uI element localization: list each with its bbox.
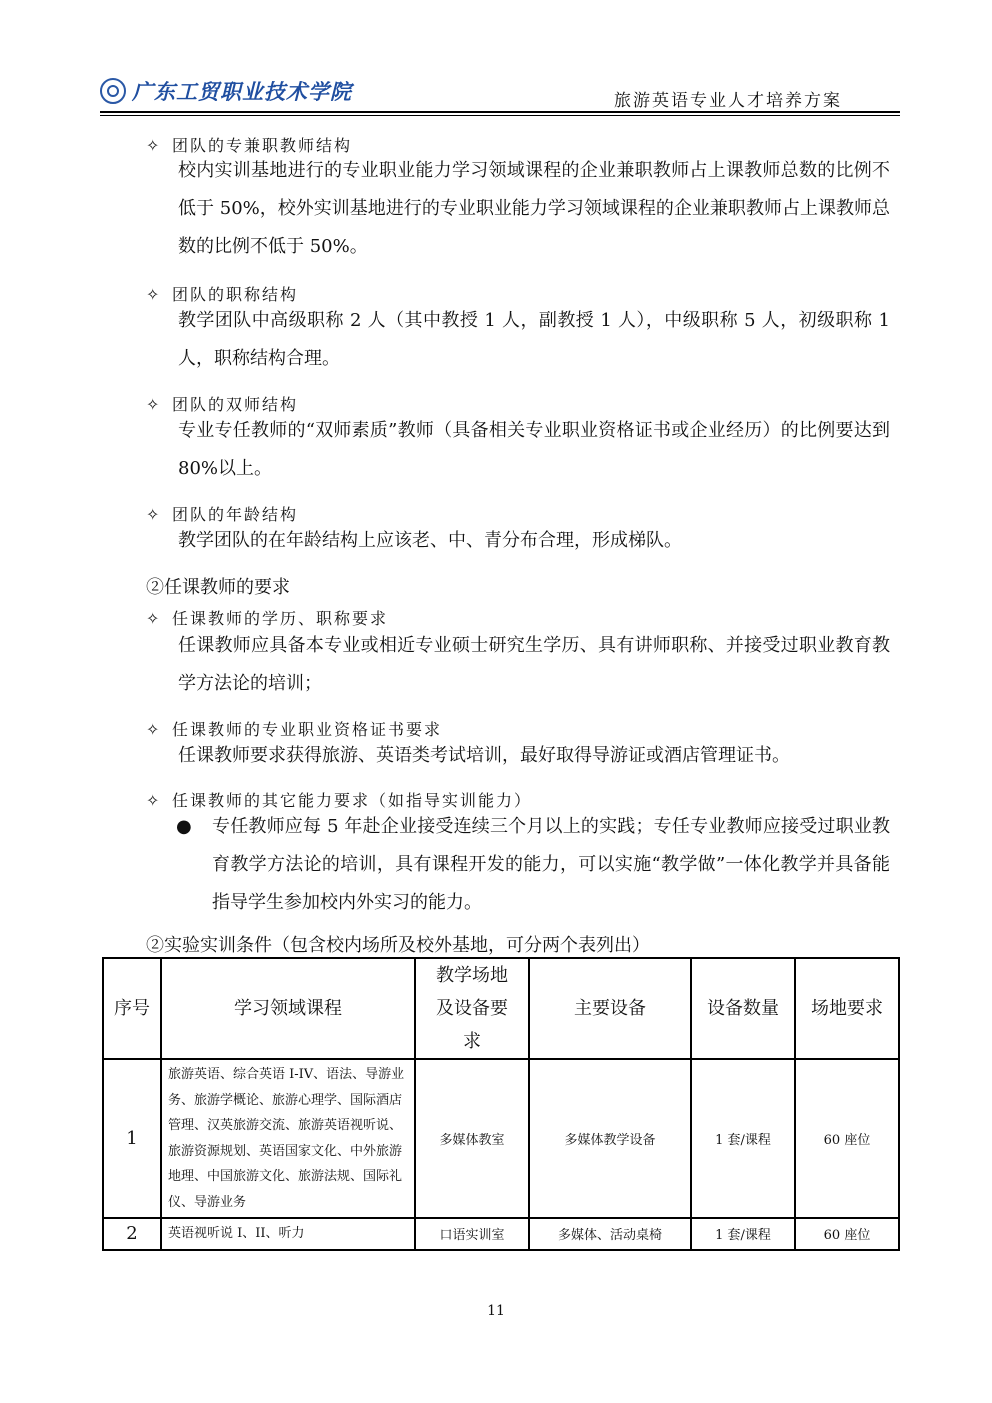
document-title: 旅游英语专业人才培养方案: [614, 91, 842, 111]
bullet-diamond-icon: ✧: [146, 395, 162, 414]
cell-equipment: 多媒体、活动桌椅: [529, 1218, 691, 1250]
header-cell-course: 学习领域课程: [161, 958, 415, 1059]
paragraph-dual-teacher: 专业专任教师的“双师素质”教师（具备相关专业职业资格证书或企业经历）的比例要达到 80%以上。: [178, 420, 890, 479]
cell-quantity: 1 套/课程: [691, 1059, 795, 1218]
bullet-diamond-icon: ✧: [146, 609, 162, 628]
paragraph-staff-structure: 校内实训基地进行的专业职业能力学习领域课程的企业兼职教师占上课教师总数的比例不低于 50%，校外实训基地进行的专业职业能力学习领域课程的企业兼职教师占上课教师总数的比例不低于 50%。: [178, 160, 890, 257]
bullet-diamond-icon: ✧: [146, 505, 162, 524]
school-logo: [100, 76, 352, 106]
paragraph-title-structure: 教学团队中高级职称 2 人（其中教授 1 人，副教授 1 人），中级职称 5 人，初级职称 1 人，职称结构合理。: [178, 310, 890, 369]
section-heading-dual-teacher: ✧ 团队的双师结构: [146, 395, 299, 414]
header-cell-quantity: 设备数量: [691, 958, 795, 1059]
bullet-dot-icon: ●: [176, 816, 192, 837]
paragraph-certificate-requirement: 任课教师要求获得旅游、英语类考试培训，最好取得导游证或酒店管理证书。: [178, 745, 790, 766]
cell-equipment: 多媒体教学设备: [529, 1059, 691, 1218]
header-rule-thin: [100, 115, 900, 116]
section-heading-age-structure: ✧ 团队的年龄结构: [146, 505, 299, 524]
bullet-diamond-icon: ✧: [146, 285, 162, 304]
lab-conditions-table: [102, 957, 900, 1251]
cell-site: 60 座位: [795, 1059, 899, 1218]
header-cell-venue: 教学场地及设备要求: [415, 958, 529, 1059]
header-cell-index: 序号: [103, 958, 161, 1059]
section-heading-other-abilities: ✧ 任课教师的其它能力要求（如指导实训能力）: [146, 791, 533, 810]
header-rule: [100, 111, 900, 113]
cell-quantity: 1 套/课程: [691, 1218, 795, 1250]
table-row: [103, 1059, 899, 1218]
paragraph-education-requirement: 任课教师应具备本专业或相近专业硕士研究生学历、具有讲师职称、并接受过职业教育教学方法论的培训；: [178, 635, 890, 694]
section-heading-title-structure: ✧ 团队的职称结构: [146, 285, 299, 304]
section-heading-education-requirement: ✧ 任课教师的学历、职称要求: [146, 609, 389, 628]
page-number: 11: [487, 1303, 505, 1319]
section-heading-staff-structure: ✧ 团队的专兼职教师结构: [146, 136, 353, 155]
cell-course: 旅游英语、综合英语 I-IV、语法、导游业务、旅游学概论、旅游心理学、国际酒店管理、汉英旅游交流、旅游英语视听说、旅游资源规划、英语国家文化、中外旅游地理、中国旅游文化、旅游法规、国际礼仪、导游业务: [161, 1059, 415, 1218]
cell-index: 1: [103, 1059, 161, 1218]
section-heading-certificate-requirement: ✧ 任课教师的专业职业资格证书要求: [146, 720, 443, 739]
cell-site: 60 座位: [795, 1218, 899, 1250]
paragraph-age-structure: 教学团队的在年龄结构上应该老、中、青分布合理，形成梯队。: [178, 530, 682, 551]
cell-course: 英语视听说 I、II、听力: [161, 1218, 415, 1250]
page-header: [100, 68, 900, 112]
school-emblem-icon: [100, 78, 126, 104]
header-cell-site: 场地要求: [795, 958, 899, 1059]
bullet-diamond-icon: ✧: [146, 136, 162, 155]
cell-venue: 口语实训室: [415, 1218, 529, 1250]
list-item-practice-requirement: ● 专任教师应每 5 年赴企业接受连续三个月以上的实践；专任专业教师应接受过职业教育教学方法论的培训，具有课程开发的能力，可以实施“教学做”一体化教学并具备能指导学生参加校内外实习的能力。: [176, 808, 890, 922]
header-cell-equipment: 主要设备: [529, 958, 691, 1059]
subsection-title-lab-conditions: ②实验实训条件（包含校内场所及校外基地，可分两个表列出）: [146, 935, 650, 956]
table-row: [103, 1218, 899, 1250]
cell-venue: 多媒体教室: [415, 1059, 529, 1218]
bullet-diamond-icon: ✧: [146, 720, 162, 739]
cell-index: 2: [103, 1218, 161, 1250]
table-header-row: [103, 958, 899, 1059]
bullet-diamond-icon: ✧: [146, 791, 162, 810]
subsection-title-teacher-requirements: ②任课教师的要求: [146, 577, 290, 598]
school-name: 广东工贸职业技术学院: [132, 79, 352, 104]
